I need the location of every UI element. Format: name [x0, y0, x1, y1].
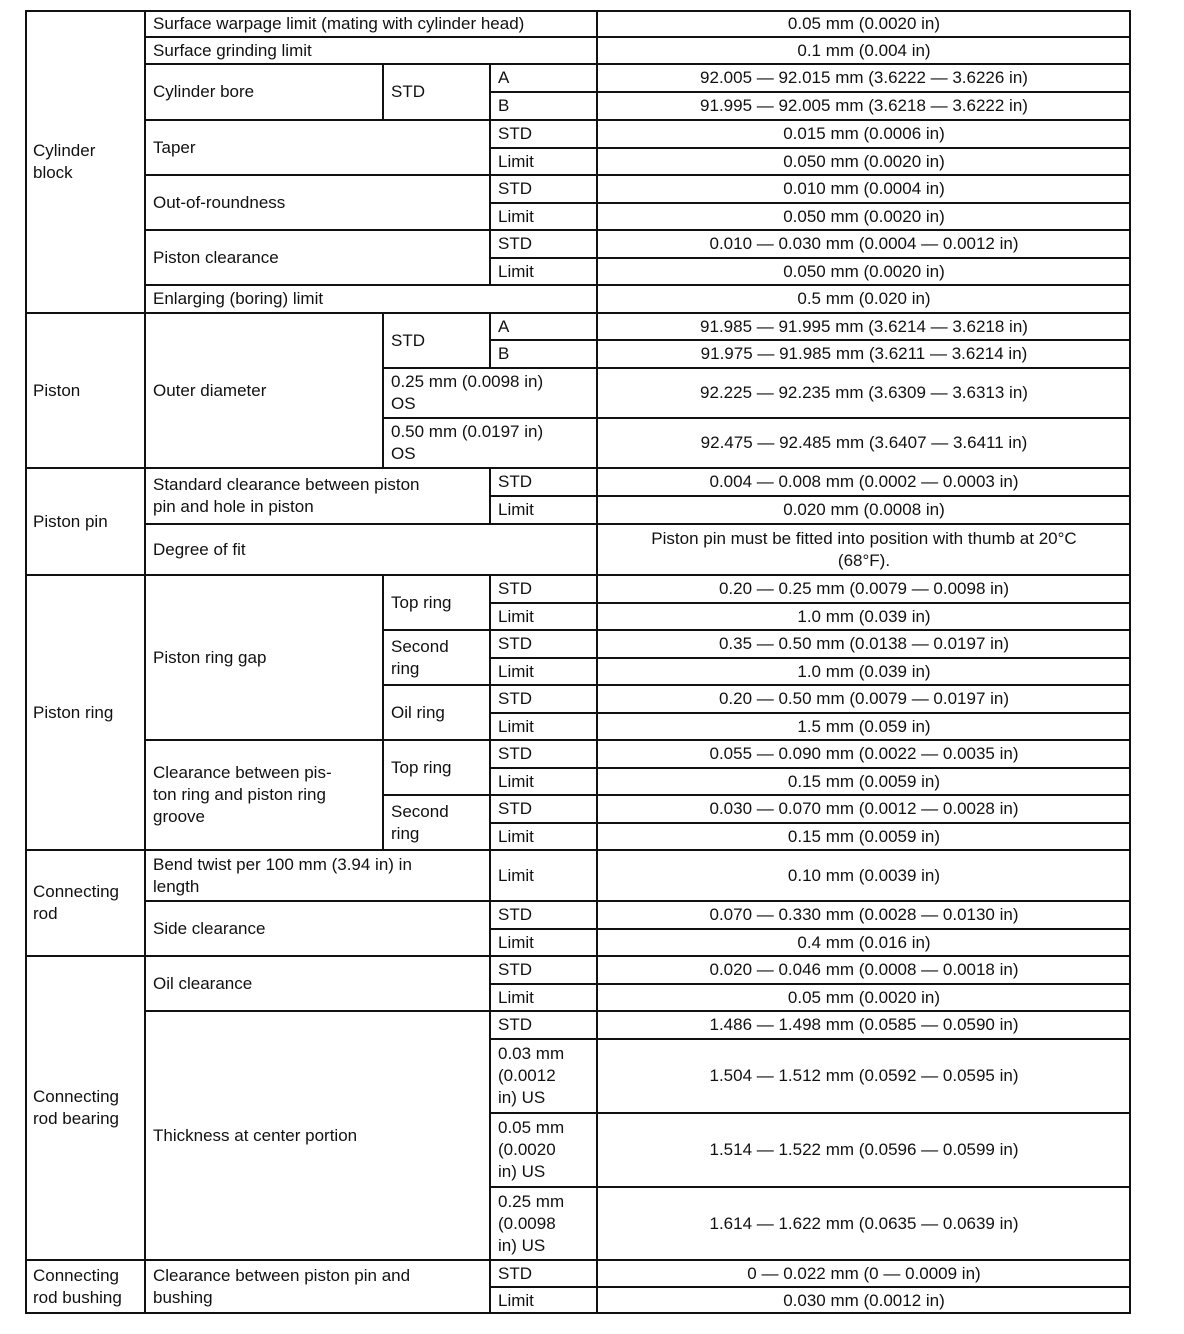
sub-label-text: STD: [391, 82, 425, 101]
item-label: [145, 1011, 490, 1260]
section-connecting-rod: [25, 850, 145, 956]
item-label-text: Clearance between piston pin and bushing: [153, 1266, 411, 1307]
item-label: [145, 740, 383, 850]
sub-label: [383, 630, 490, 685]
value-cell-text: 1.486 — 1.498 mm (0.0585 — 0.0590 in): [709, 1015, 1019, 1034]
grade-label: [490, 64, 597, 92]
type-label: [490, 1113, 597, 1187]
value-cell: [597, 956, 1131, 984]
grade-label-text: B: [498, 96, 510, 115]
section-divider: [25, 955, 1131, 957]
value-cell: [597, 1260, 1131, 1287]
type-label: [490, 468, 597, 496]
type-label-text: Limit: [498, 716, 534, 736]
item-label: [145, 1260, 490, 1314]
type-label-text: STD: [498, 472, 532, 491]
section-piston-ring-text: Piston ring: [33, 702, 114, 722]
type-label-text: STD: [498, 124, 532, 143]
value-cell: [597, 768, 1131, 795]
type-label: [490, 956, 597, 984]
type-label-text: STD: [498, 689, 532, 708]
type-label: [490, 148, 597, 175]
item-label-text: Surface grinding limit: [153, 40, 312, 60]
type-label-text: Limit: [498, 1290, 534, 1310]
value-cell: [597, 1187, 1131, 1260]
type-label-text: Limit: [498, 932, 534, 952]
value-cell-text: 1.5 mm (0.059 in): [797, 716, 931, 736]
value-cell-text: 0.004 — 0.008 mm (0.0002 — 0.0003 in): [709, 472, 1019, 491]
section-divider: [25, 467, 1131, 469]
item-label: [145, 575, 383, 740]
value-cell-text: 0.15 mm (0.0059 in): [787, 826, 941, 846]
section-divider: [25, 574, 1131, 576]
value-cell: [597, 120, 1131, 148]
sub-label-text: 0.50 mm (0.0197 in) OS: [391, 422, 544, 463]
value-cell-text: 0.030 — 0.070 mm (0.0012 — 0.0028 in): [709, 799, 1019, 818]
value-cell: [597, 575, 1131, 603]
value-cell-text: 0.5 mm (0.020 in): [797, 289, 931, 308]
type-label-text: STD: [498, 634, 532, 653]
section-divider: [25, 312, 1131, 314]
type-label-text: Limit: [498, 771, 534, 791]
type-label-text: 0.25 mm (0.0098 in) US: [498, 1191, 565, 1255]
value-cell: [597, 368, 1131, 418]
item-label: [145, 468, 490, 524]
value-cell: [597, 603, 1131, 630]
type-label: [490, 1260, 597, 1287]
value-cell: [597, 901, 1131, 929]
item-label: [145, 313, 383, 468]
value-cell: [597, 37, 1131, 64]
value-cell-text: 0 — 0.022 mm (0 — 0.0009 in): [747, 1263, 981, 1283]
type-label: [490, 630, 597, 658]
type-label: [490, 823, 597, 850]
item-label-text: Enlarging (boring) limit: [153, 289, 324, 308]
item-label: [145, 524, 597, 575]
type-label-text: STD: [498, 1263, 532, 1283]
value-cell: [597, 496, 1131, 524]
sub-label-text: 0.25 mm (0.0098 in) OS: [391, 372, 544, 413]
sub-label: [383, 418, 597, 468]
value-cell-text: 91.975 — 91.985 mm (3.6211 — 3.6214 in): [700, 344, 1028, 363]
value-cell: [597, 1039, 1131, 1113]
value-cell: [597, 713, 1131, 740]
value-cell: [597, 340, 1131, 368]
type-label-text: Limit: [498, 865, 534, 885]
value-cell: [597, 823, 1131, 850]
section-piston-pin-text: Piston pin: [33, 511, 108, 531]
type-label: [490, 575, 597, 603]
type-label: [490, 984, 597, 1011]
item-label: [145, 37, 597, 64]
sub-label: [383, 740, 490, 795]
item-label: [145, 901, 490, 956]
type-label: [490, 496, 597, 524]
type-label-text: Limit: [498, 606, 534, 626]
item-label: [145, 285, 597, 313]
item-label-text: Outer diameter: [153, 380, 267, 400]
value-cell-text: 91.995 — 92.005 mm (3.6218 — 3.6222 in): [700, 96, 1028, 115]
value-cell-text: 0.05 mm (0.0020 in): [787, 13, 941, 33]
section-connecting-rod-bearing-text: Connecting rod bearing: [33, 1087, 120, 1128]
type-label-text: STD: [498, 1015, 532, 1034]
item-label: [145, 64, 383, 120]
section-divider: [25, 849, 1131, 851]
value-cell-text: 91.985 — 91.995 mm (3.6214 — 3.6218 in): [700, 316, 1028, 336]
type-label: [490, 258, 597, 285]
sub-label-text: Oil ring: [391, 702, 445, 722]
value-cell: [597, 524, 1131, 575]
type-label-text: STD: [498, 179, 532, 198]
section-piston-ring: [25, 575, 145, 850]
value-cell-text: 0.4 mm (0.016 in): [797, 932, 931, 952]
type-label: [490, 175, 597, 203]
type-label-text: STD: [498, 744, 532, 763]
sub-label-text: Second ring: [391, 801, 449, 843]
value-cell: [597, 685, 1131, 713]
value-cell: [597, 1011, 1131, 1039]
sub-label-text: Second ring: [391, 636, 449, 678]
type-label-text: Limit: [498, 151, 534, 171]
item-label-text: Standard clearance between piston pin and hole in piston: [153, 475, 420, 516]
type-label: [490, 603, 597, 630]
value-cell-text: 1.0 mm (0.039 in): [797, 661, 931, 681]
item-label-text: Thickness at center portion: [153, 1125, 358, 1145]
type-label-text: STD: [498, 905, 532, 924]
value-cell: [597, 418, 1131, 468]
sub-label: [383, 795, 490, 850]
sub-label: [383, 575, 490, 630]
sub-label-text: Top ring: [391, 592, 452, 612]
value-cell: [597, 984, 1131, 1011]
type-label: [490, 203, 597, 230]
grade-label-text: A: [498, 316, 510, 336]
item-label-text: Degree of fit: [153, 539, 246, 559]
type-label-text: Limit: [498, 661, 534, 681]
section-piston: [25, 313, 145, 468]
type-label: [490, 740, 597, 768]
value-cell-text: 0.020 — 0.046 mm (0.0008 — 0.0018 in): [709, 960, 1019, 979]
section-connecting-rod-bushing: [25, 1260, 145, 1314]
value-cell-text: 92.005 — 92.015 mm (3.6222 — 3.6226 in): [700, 68, 1028, 87]
value-cell-text: 0.030 mm (0.0012 in): [783, 1290, 945, 1310]
sub-label: [383, 685, 490, 740]
item-label-text: Oil clearance: [153, 973, 253, 993]
value-cell: [597, 850, 1131, 901]
value-cell: [597, 175, 1131, 203]
value-cell: [597, 313, 1131, 340]
item-label-text: Out-of-roundness: [153, 192, 286, 212]
value-cell-text: 0.35 — 0.50 mm (0.0138 — 0.0197 in): [718, 634, 1010, 653]
value-cell-text: 92.225 — 92.235 mm (3.6309 — 3.6313 in): [700, 383, 1028, 402]
value-cell: [597, 658, 1131, 685]
value-cell-text: 0.1 mm (0.004 in): [797, 40, 931, 60]
value-cell-text: 0.10 mm (0.0039 in): [787, 865, 941, 885]
value-cell: [597, 468, 1131, 496]
type-label: [490, 929, 597, 956]
item-label-text: Bend twist per 100 mm (3.94 in) in length: [153, 854, 412, 896]
item-label: [145, 10, 597, 37]
type-label: [490, 120, 597, 148]
value-cell: [597, 203, 1131, 230]
value-cell-text: 0.010 — 0.030 mm (0.0004 — 0.0012 in): [709, 234, 1019, 253]
value-cell-text: 0.15 mm (0.0059 in): [787, 771, 941, 791]
type-label-text: STD: [498, 234, 532, 253]
value-cell-text: 1.514 — 1.522 mm (0.0596 — 0.0599 in): [709, 1140, 1019, 1159]
value-cell-text: 1.614 — 1.622 mm (0.0635 — 0.0639 in): [709, 1213, 1019, 1233]
item-label: [145, 850, 490, 901]
type-label: [490, 1287, 597, 1314]
value-cell-text: 0.20 — 0.50 mm (0.0079 — 0.0197 in): [718, 689, 1010, 708]
type-label-text: 0.03 mm (0.0012 in) US: [498, 1044, 565, 1107]
sub-label: [383, 64, 490, 120]
type-label-text: STD: [498, 960, 532, 979]
type-label: [490, 901, 597, 929]
item-label-text: Taper: [153, 137, 196, 157]
value-cell-text: Piston pin must be fitted into position with thumb at 20°C (68°F).: [651, 528, 1077, 570]
type-label-text: 0.05 mm (0.0020 in) US: [498, 1118, 565, 1181]
value-cell: [597, 10, 1131, 37]
item-label-text: Piston clearance: [153, 247, 279, 267]
value-cell: [597, 230, 1131, 258]
sub-label-text: Top ring: [391, 757, 452, 777]
value-cell-text: 0.020 mm (0.0008 in): [783, 500, 945, 519]
item-label: [145, 120, 490, 175]
value-cell: [597, 1113, 1131, 1187]
item-label: [145, 175, 490, 230]
section-divider: [25, 1259, 1131, 1261]
sub-label: [383, 313, 490, 368]
type-label: [490, 658, 597, 685]
value-cell: [597, 285, 1131, 313]
item-label-text: Surface warpage limit (mating with cylinder head): [153, 13, 525, 33]
value-cell-text: 0.015 mm (0.0006 in): [783, 124, 945, 143]
type-label: [490, 795, 597, 823]
value-cell-text: 0.070 — 0.330 mm (0.0028 — 0.0130 in): [709, 905, 1019, 924]
type-label: [490, 850, 597, 901]
grade-label: [490, 92, 597, 120]
value-cell: [597, 92, 1131, 120]
type-label-text: Limit: [498, 826, 534, 846]
section-piston-pin: [25, 468, 145, 575]
type-label-text: STD: [498, 799, 532, 818]
type-label-text: STD: [498, 579, 532, 598]
value-cell-text: 0.055 — 0.090 mm (0.0022 — 0.0035 in): [709, 744, 1019, 763]
value-cell-text: 92.475 — 92.485 mm (3.6407 — 3.6411 in): [700, 433, 1028, 452]
value-cell-text: 0.050 mm (0.0020 in): [783, 206, 945, 226]
grade-label: [490, 313, 597, 340]
value-cell: [597, 1287, 1131, 1314]
item-label-text: Side clearance: [153, 918, 266, 938]
value-cell: [597, 64, 1131, 92]
item-label-text: Cylinder bore: [153, 82, 255, 101]
value-cell-text: 1.0 mm (0.039 in): [797, 606, 931, 626]
sub-label: [383, 368, 597, 418]
item-label: [145, 230, 490, 285]
type-label-text: Limit: [498, 987, 534, 1007]
type-label: [490, 230, 597, 258]
value-cell: [597, 929, 1131, 956]
section-connecting-rod-bushing-text: Connecting rod bushing: [33, 1266, 122, 1307]
section-cylinder-block: [25, 10, 145, 313]
value-cell-text: 0.050 mm (0.0020 in): [783, 261, 945, 281]
value-cell: [597, 795, 1131, 823]
value-cell: [597, 630, 1131, 658]
value-cell: [597, 148, 1131, 175]
value-cell-text: 0.010 mm (0.0004 in): [783, 179, 945, 198]
item-label-text: Piston ring gap: [153, 647, 267, 667]
type-label: [490, 685, 597, 713]
type-label: [490, 713, 597, 740]
section-piston-text: Piston: [33, 380, 81, 400]
value-cell: [597, 258, 1131, 285]
type-label: [490, 768, 597, 795]
section-connecting-rod-text: Connecting rod: [33, 882, 120, 923]
item-label-text: Clearance between pis- ton ring and piston ring groove: [153, 763, 332, 826]
value-cell-text: 0.050 mm (0.0020 in): [783, 151, 945, 171]
value-cell-text: 1.504 — 1.512 mm (0.0592 — 0.0595 in): [709, 1066, 1019, 1085]
value-cell-text: 0.20 — 0.25 mm (0.0079 — 0.0098 in): [718, 579, 1010, 598]
grade-label-text: B: [498, 344, 510, 363]
value-cell: [597, 740, 1131, 768]
value-cell-text: 0.05 mm (0.0020 in): [787, 987, 941, 1007]
type-label: [490, 1039, 597, 1113]
type-label-text: Limit: [498, 206, 534, 226]
section-cylinder-block-text: Cylinder block: [33, 140, 96, 182]
type-label: [490, 1187, 597, 1260]
type-label-text: Limit: [498, 500, 534, 519]
grade-label-text: A: [498, 68, 510, 87]
item-label: [145, 956, 490, 1011]
section-connecting-rod-bearing: [25, 956, 145, 1260]
sub-label-text: STD: [391, 330, 425, 350]
type-label: [490, 1011, 597, 1039]
grade-label: [490, 340, 597, 368]
type-label-text: Limit: [498, 261, 534, 281]
